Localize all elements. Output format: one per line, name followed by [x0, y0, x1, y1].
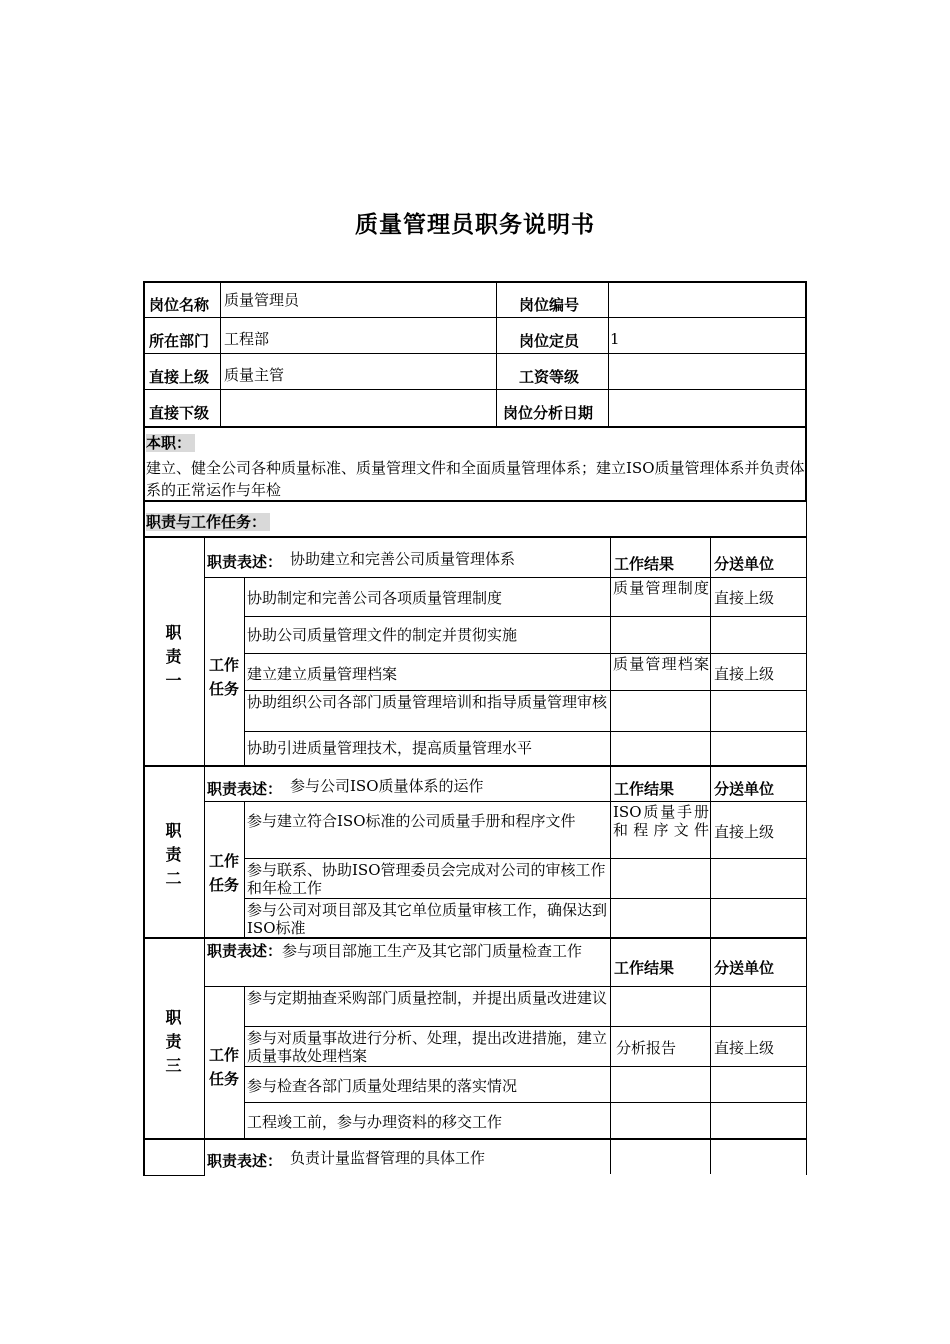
duty-label: 本职：: [146, 434, 195, 452]
resp1-result-header: 工作结果: [614, 555, 675, 573]
resp3-task-2-result: 分析报告: [616, 1039, 677, 1057]
resp2-result-header: 工作结果: [614, 780, 675, 798]
resp3-task-label: [206, 1043, 242, 1091]
resp2-label: [143, 819, 204, 891]
task-label-line: 任务: [208, 876, 239, 894]
document-title: 质量管理员职务说明书: [355, 212, 595, 238]
superior-value: 质量主管: [224, 366, 285, 384]
resp2-desc-label: 职责表述：: [207, 780, 283, 798]
resp1-label-char: 职: [165, 623, 182, 642]
resp3-task-4: 工程竣工前，参与办理资料的移交工作: [247, 1113, 503, 1131]
task-label-line: 任务: [208, 1070, 239, 1088]
resp2-task-2: 参与联系、协助ISO管理委员会完成对公司的审核工作和年检工作: [247, 861, 606, 897]
tasks-section-label: 职责与工作任务：: [146, 513, 270, 531]
duty-text: 建立、健全公司各种质量标准、质量管理文件和全面质量管理体系；建立ISO质量管理体系并负责体系的正常运作与年检: [146, 459, 805, 499]
task-label-line: 工作: [208, 852, 239, 870]
post-name-value: 质量管理员: [224, 291, 300, 309]
resp1-label-char: 责: [165, 647, 182, 666]
resp1-task-3-dest: 直接上级: [714, 665, 775, 683]
post-name-label: 岗位名称: [149, 296, 210, 314]
salary-grade-label: 工资等级: [519, 368, 580, 386]
resp2-task-3: 参与公司对项目部及其它单位质量审核工作，确保达到ISO标准: [247, 901, 608, 937]
resp2-label-char: 二: [165, 869, 182, 888]
resp3-task-3: 参与检查各部门质量处理结果的落实情况: [247, 1077, 518, 1095]
resp3-desc-label: 职责表述：: [207, 942, 283, 960]
resp1-task-3: 建立建立质量管理档案: [247, 665, 398, 683]
resp1-desc: 协助建立和完善公司质量管理体系: [290, 550, 516, 568]
resp2-dest-header: 分送单位: [714, 780, 775, 798]
resp4-desc: 负责计量监督管理的具体工作: [290, 1149, 486, 1167]
resp1-label-char: 一: [165, 671, 182, 690]
resp3-label-char: 责: [165, 1032, 182, 1051]
resp2-task-label: [206, 849, 242, 897]
resp2-desc: 参与公司ISO质量体系的运作: [290, 777, 484, 795]
resp3-label-char: 职: [165, 1008, 182, 1027]
department-value: 工程部: [224, 330, 270, 348]
headcount-value: 1: [610, 330, 620, 348]
task-label-line: 工作: [208, 656, 239, 674]
superior-label: 直接上级: [149, 368, 210, 386]
analysis-date-label: 岗位分析日期: [503, 404, 594, 422]
resp2-label-char: 职: [165, 821, 182, 840]
resp4-desc-label: 职责表述：: [207, 1152, 283, 1170]
task-label-line: 任务: [208, 680, 239, 698]
resp2-task-1-result: ISO质量手册和程序文件: [613, 803, 709, 839]
resp1-task-1-result: 质量管理制度: [613, 579, 709, 597]
resp1-task-label: [206, 653, 242, 701]
resp1-task-4: 协助组织公司各部门质量管理培训和指导质量管理审核: [247, 693, 608, 711]
resp1-task-2: 协助公司质量管理文件的制定并贯彻实施: [247, 626, 518, 644]
resp3-task-2: 参与对质量事故进行分析、处理，提出改进措施，建立质量事故处理档案: [247, 1029, 608, 1065]
task-label-line: 工作: [208, 1046, 239, 1064]
resp3-task-1: 参与定期抽查采购部门质量控制，并提出质量改进建议: [247, 989, 608, 1007]
resp2-task-1: 参与建立符合ISO标准的公司质量手册和程序文件: [247, 812, 576, 830]
resp1-task-5: 协助引进质量管理技术，提高质量管理水平: [247, 739, 533, 757]
resp1-task-3-result: 质量管理档案: [613, 655, 709, 673]
resp3-label-char: 三: [165, 1056, 182, 1075]
resp3-label: [143, 1006, 204, 1078]
job-description-table: [143, 281, 807, 1176]
resp1-dest-header: 分送单位: [714, 555, 775, 573]
resp3-desc-block: [207, 942, 609, 960]
resp2-task-1-dest: 直接上级: [714, 823, 775, 841]
resp2-label-char: 责: [165, 845, 182, 864]
resp1-label: [143, 621, 204, 693]
post-code-label: 岗位编号: [519, 296, 580, 314]
resp1-task-1: 协助制定和完善公司各项质量管理制度: [247, 589, 503, 607]
resp3-task-2-dest: 直接上级: [714, 1039, 775, 1057]
resp3-dest-header: 分送单位: [714, 959, 775, 977]
resp3-desc: 参与项目部施工生产及其它部门质量检查工作: [282, 942, 583, 960]
subordinate-label: 直接下级: [149, 404, 210, 422]
resp3-result-header: 工作结果: [614, 959, 675, 977]
resp1-task-1-dest: 直接上级: [714, 589, 775, 607]
department-label: 所在部门: [149, 332, 210, 350]
headcount-label: 岗位定员: [519, 332, 580, 350]
resp1-desc-label: 职责表述：: [207, 553, 283, 571]
